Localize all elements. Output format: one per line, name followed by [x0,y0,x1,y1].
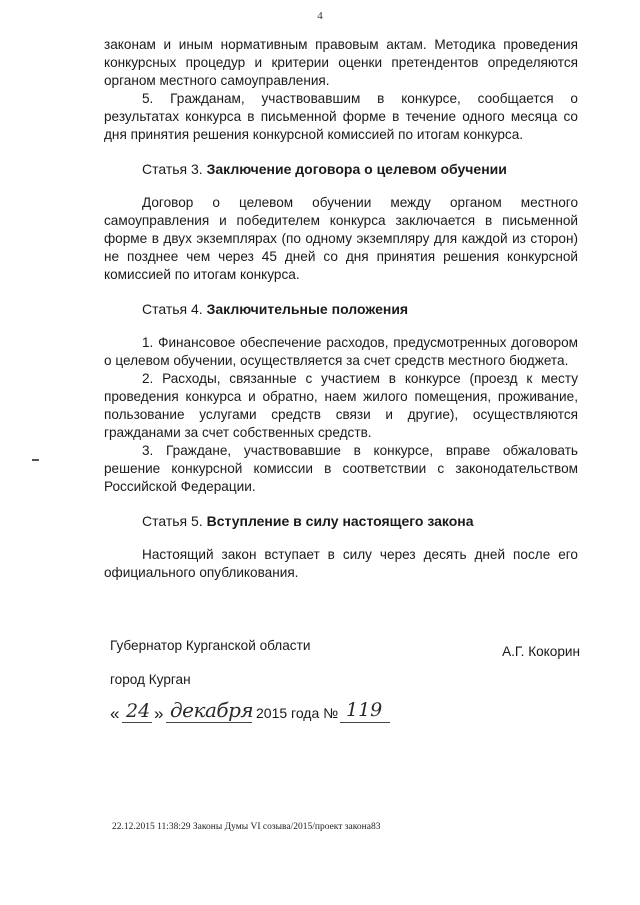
signature-block [110,638,580,658]
article-4-item-2: 2. Расходы, связанные с участием в конкурсе (проезд к месту проведения конкурса и обратно, наем жилого помещения, проживание, пользование услугами средств связи и другие), осуществляются гражданами за счет собственных средств. [104,371,578,440]
article-4-item-1: 1. Финансовое обеспечение расходов, предусмотренных договором о целевом обучении, осуществляется за счет средств местного бюджета. [104,335,578,368]
article-4-title: Заключительные положения [206,301,409,317]
margin-mark [32,459,39,461]
page-number: 4 [317,10,323,22]
law-number-handwritten: 119 [346,699,383,721]
article-3-text: Договор о целевом обучении между органом местного самоуправления и победителем конкурса заключается в письменной форме в двух экземплярах (по одному экземпляру для каждой из сторон) не позднее чем через 45 дней со дня принятия решения конкурсной комиссией по итогам конкурса. [104,195,578,282]
article-5-heading [104,512,578,530]
open-quote: « [110,704,120,723]
date-month-handwritten: декабря [170,698,254,722]
signatory-name: А.Г. Кокорин [502,644,580,659]
paragraph-continuation: законам и иным нормативным правовым актам. Методика проведения конкурсных процедур и критерии оценки претендентов определяются органом местного самоуправления. [104,37,578,88]
article-5-title: Вступление в силу настоящего закона [206,513,474,529]
article-3-heading [104,160,578,178]
date-day-handwritten: 24 [126,700,151,722]
signatory-position: Губернатор Курганской области [110,638,311,653]
footer-file-path: 22.12.2015 11:38:29 Законы Думы VI созыва/2015/проект закона83 [112,822,381,832]
paragraph-item-5: 5. Гражданам, участвовавшим в конкурсе, сообщается о результатах конкурса в письменной форме в течение одного месяца со дня принятия решения конкурсной комиссией по итогам конкурса. [104,91,578,142]
close-quote: » [154,704,164,723]
date-line [110,698,410,730]
article-4-item-3: 3. Граждане, участвовавшие в конкурсе, вправе обжаловать решение конкурсной комиссии в соответствии с законодательством Российской Федерации. [104,443,578,494]
city-line: город Курган [110,672,191,687]
article-4-heading [104,300,578,318]
year-and-number-label: 2015 года № [256,705,339,721]
document-body [104,36,578,582]
article-5-text: Настоящий закон вступает в силу через десять дней после его официального опубликования. [104,547,578,580]
article-5-prefix: Статья 5. [142,513,207,529]
article-3-title: Заключение договора о целевом обучении [206,161,507,177]
article-4-prefix: Статья 4. [142,301,207,317]
article-3-prefix: Статья 3. [142,161,207,177]
